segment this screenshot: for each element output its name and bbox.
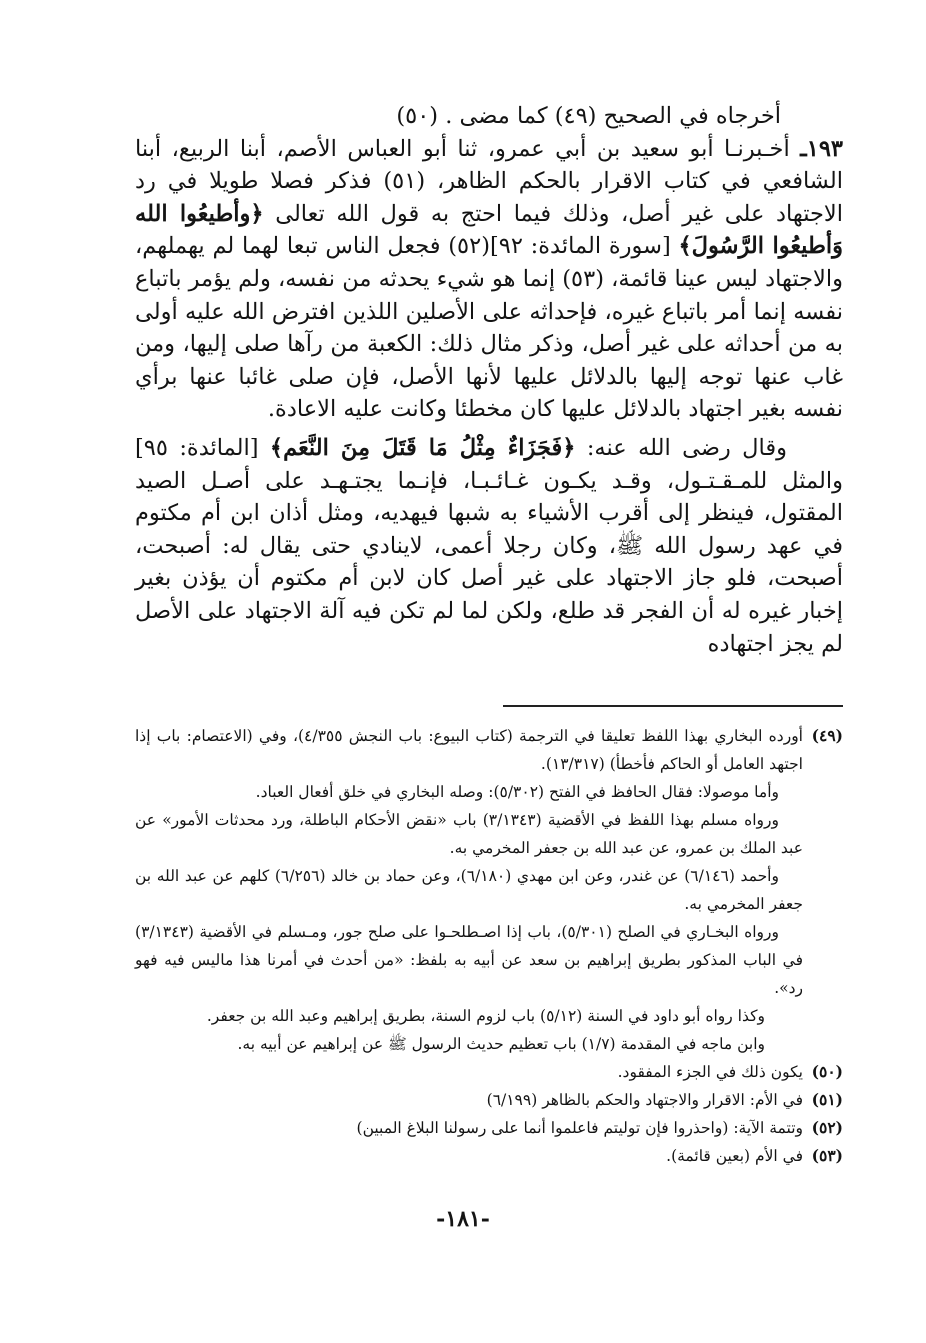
hadith-number: ١٩٣ـ	[800, 135, 844, 162]
footnote-49-number: (٤٩)	[811, 726, 843, 745]
footnote-49-line-1: أورده البخاري بهذا اللفظ تعليقا في الترجمة (كتاب البيوع: باب النجش ٤/٣٥٥)، وفي (الاعتصام: باب إذا اجتهد العامل أو الحاكم فأخطأ) (١٣/٣١٧).	[135, 727, 803, 773]
footnote-49-line-6: وكذا رواه أبو داود في السنة (٥/١٢) باب لزوم السنة، بطريق إبراهيم وعبد الله بن جعفر.	[206, 1007, 765, 1025]
footnote-49-line-5: ورواه البخـاري في الصلح (٥/٣٠١)، باب إذا اصـطلحـوا على صلح جور، ومـسلم في الأقضية (٣/١٣٤٣) في الباب المذكور بطريق إبراهيم بن سعد عن أبيه به بلفظ: «من أحدث في أمرنا هذا ماليس فيه فهو رد».	[135, 923, 803, 997]
intro-line: أخرجاه في الصحيح (٤٩) كما مضى . (٥٠)	[396, 103, 781, 129]
footnote-49-line-7: وابن ماجه في المقدمة (١/٧) باب تعظيم حديث الرسول ﷺ عن إبراهيم عن أبيه به.	[237, 1035, 765, 1053]
footnote-51	[135, 1086, 843, 1114]
footnote-49-line-3: ورواه مسلم بهذا اللفظ في الأقضية (٣/١٣٤٣) باب «نقض الأحكام الباطلة، ورد محدثات الأمور» عن عبد الملك بن عمرو، عن عبد الله بن جعفر المخرمي به.	[135, 811, 803, 857]
paragraph-193-text-a: أخـبرنـا أبو سعيد بن أبي عمرو، ثنا أبو العباس الأصم، أبنا الربيع، أبنا الشافعي في كتاب الاقرار بالحكم الظاهر، (٥١) فذكر فصلا طويلا في رد الاجتهاد على غير أصل، وذلك فيما احتج به قول الله تعالى	[135, 135, 843, 227]
footnote-49	[135, 722, 843, 1058]
footnote-50-number: (٥٠)	[811, 1062, 843, 1081]
footnote-49-line-4: وأحمد (٦/١٤٦) عن غندر، وعن ابن مهدي (٦/١٨٠)، وعن حماد بن خالد (٦/٢٥٦) كلهم عن عبد الله بن جعفر المخرمي به.	[135, 867, 803, 913]
footnote-51-text: في الأم: الاقرار والاجتهاد والحكم بالظاهر (٦/١٩٩)	[486, 1091, 803, 1109]
footnote-51-number: (٥١)	[811, 1090, 843, 1109]
paragraph-2	[135, 432, 843, 660]
quran-quote-1: ﴿وأطيعُوا الله وَأطيعُوا الرَّسُولَ﴾	[135, 200, 843, 260]
page-number: -١٨١-	[436, 1206, 490, 1232]
footnote-52	[135, 1114, 843, 1142]
footnote-52-text: وتتمة الآية: (واحذروا فإن توليتم فاعلموا أنما على رسولنا البلاغ المبين)	[356, 1119, 803, 1137]
footnotes	[135, 722, 843, 1170]
quran-quote-2: ﴿فَجَزَاءٌ مِثْلُ مَا قَتَلَ مِنَ النَّعَم﴾	[269, 434, 576, 461]
footnote-50	[135, 1058, 843, 1086]
footnote-50-text: يكون ذلك في الجزء المفقود.	[617, 1063, 803, 1081]
footnote-53	[135, 1142, 843, 1170]
footnote-separator	[503, 705, 843, 707]
paragraph-2-text-b: [المائدة: ٩٥] والمثل للمـقـتـول، وقـد يكـون غـائـبـا، فإنـما يجتـهـد على أصـل الصيد المقتول، فينظر إلى أقرب الأشياء به شبها فيهديه، ومثل أذان ابن أم مكتوم في عهد رسول الله ﷺ، وكان رجلا أعمى، لاينادي حتى يقال له: أصبحت، أصبحت، فلو جاز الاجتهاد على غير أصل كان لابن أم مكتوم أن يؤذن بغير إخبار غيره له أن الفجر قد طلع، ولكن لما لم تكن فيه آلة الاجتهاد على الأصل لم يجز اجتهاده	[135, 434, 843, 657]
main-text	[135, 100, 843, 660]
paragraph-193-text-b: [سورة المائدة: ٩٢](٥٢) فجعل الناس تبعا لهما لم يهملهم، والاجتهاد ليس عينا قائمة، (٥٣) إنما هو شيء يحدثه من نفسه، ولم يؤمر باتباع نفسه إنما أمر باتباع غيره، فإحداثه على الأصلين اللذين افترض الله عليه أولى به من أحداثه على غير أصل، وذكر مثال ذلك: الكعبة من رآها صلى إليها، ومن غاب عنها توجه إليها بالدلائل عليها لأنها الأصل، فإن صلى غائبا عنها برأي نفسه بغير اجتهاد بالدلائل عليها كان مخطئا وكانت عليه الاعادة.	[135, 233, 843, 423]
paragraph-193	[135, 133, 843, 426]
paragraph-2-text-a: وقال رضى الله عنه:	[586, 434, 788, 461]
footnote-49-line-2: وأما موصولا: فقال الحافظ في الفتح (٥/٣٠٢): وصله البخاري في خلق أفعال العباد.	[255, 783, 779, 801]
footnote-53-number: (٥٣)	[811, 1146, 843, 1165]
footnote-53-text: في الأم (بعين قائمة).	[666, 1147, 803, 1165]
footnote-52-number: (٥٢)	[811, 1118, 843, 1137]
